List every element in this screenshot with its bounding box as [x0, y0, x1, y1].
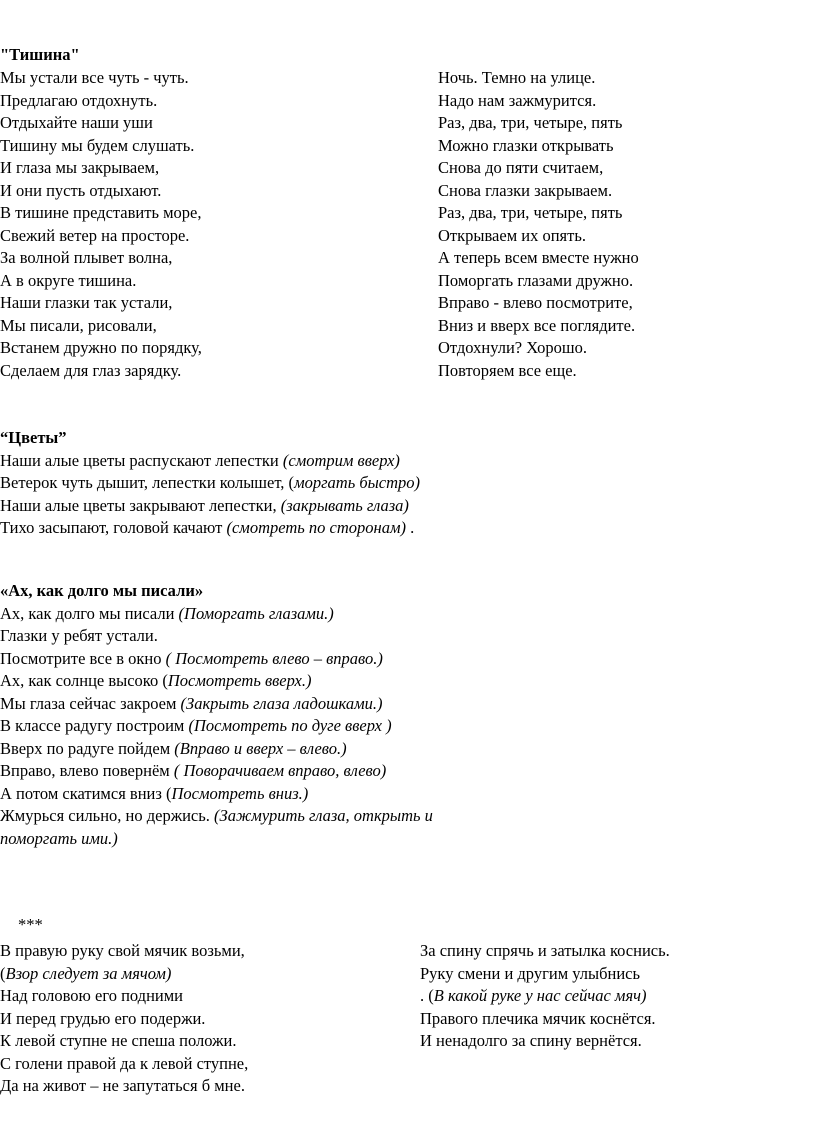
exercise-note: (закрывать глаза) — [280, 495, 409, 515]
poem-line: А теперь всем вместе нужно — [438, 248, 639, 267]
poem-flowers — [0, 427, 420, 540]
poem-line: Отдохнули? Хорошо. — [438, 338, 587, 357]
poem-line: Глазки у ребят устали. — [0, 626, 158, 645]
poem-line: В правую руку свой мячик возьми, — [0, 941, 245, 960]
poem-line: Ветерок чуть дышит, лепестки колышет, (моргать быстро) — [0, 473, 421, 492]
exercise-note: Посмотреть вверх.) — [167, 671, 312, 690]
poem-line: Наши глазки так устали, — [0, 293, 173, 312]
poem-line: Тишину мы будем слушать. — [0, 135, 195, 155]
poem-ball-left-column — [0, 940, 248, 1098]
poem-line: Жмурься сильно, но держись. (Зажмурить глаза, открыть и — [0, 806, 433, 825]
poem-line: Руку смени и другим улыбнись — [420, 963, 641, 983]
poem-line: Наши алые цветы распускают лепестки (смотрим вверх) — [0, 450, 400, 470]
poem-line: Мы устали все чуть - чуть. — [0, 68, 189, 87]
poem-line: За волной плывет волна, — [0, 248, 173, 267]
exercise-note: Посмотреть вниз.) — [171, 783, 309, 803]
poem-line: Можно глазки открывать — [438, 135, 614, 155]
exercise-note: (Зажмурить глаза, открыть и — [214, 806, 433, 825]
poem-silence-right-column — [438, 67, 639, 382]
poem-line: Раз, два, три, четыре, пять — [438, 203, 623, 222]
poem-line: Мы глаза сейчас закроем (Закрыть глаза ладошками.) — [0, 693, 383, 713]
poem-line: Да на живот – не запутаться б мне. — [0, 1076, 245, 1095]
exercise-note: ( Посмотреть влево – вправо.) — [165, 648, 383, 668]
poem-line: Встанем дружно по порядку, — [0, 338, 202, 357]
poem-line: Предлагаю отдохнуть. — [0, 90, 158, 110]
poem-ball-right-column — [420, 940, 670, 1053]
exercise-note: (Поморгать глазами.) — [178, 603, 334, 623]
poem-line: Поморгать глазами дружно. — [438, 270, 634, 290]
poem-line: Наши алые цветы закрывают лепестки, (закрывать глаза) — [0, 495, 409, 515]
poem-line: Снова глазки закрываем. — [438, 180, 613, 200]
poem-line: Мы писали, рисовали, — [0, 315, 157, 335]
exercise-note: (Закрыть глаза ладошками.) — [180, 693, 383, 713]
poem-line: В классе радугу построим (Посмотреть по дуге вверх ) — [0, 716, 392, 735]
exercise-note: Взор следует за мячом) — [5, 963, 172, 983]
exercise-note: В какой руке у нас сейчас мяч) — [433, 986, 647, 1005]
exercise-note: ( Поворачиваем вправо, влево) — [173, 761, 387, 780]
poem-line: И они пусть отдыхают. — [0, 180, 162, 200]
poem-writing-title: «Ах, как долго мы писали» — [0, 581, 204, 600]
poem-line: Посмотрите все в окно ( Посмотреть влево – вправо.) — [0, 648, 383, 668]
poem-line: С голени правой да к левой ступне, — [0, 1053, 249, 1073]
poem-silence-title-block — [0, 44, 80, 67]
exercise-note: моргать быстро) — [294, 473, 421, 492]
poem-line: И ненадолго за спину вернётся. — [420, 1031, 642, 1050]
poem-line: И перед грудью его подержи. — [0, 1008, 206, 1028]
exercise-note: (смотрим вверх) — [282, 450, 400, 470]
poem-line: Повторяем все еще. — [438, 360, 577, 380]
poem-line: Отдыхайте наши уши — [0, 113, 153, 132]
poem-line: Над головою его подними — [0, 986, 183, 1005]
poem-line: Сделаем для глаз зарядку. — [0, 360, 182, 380]
poem-line: В тишине представить море, — [0, 203, 202, 222]
exercise-note: (Посмотреть по дуге вверх ) — [188, 716, 392, 735]
poem-line: Вверх по радуге пойдем (Вправо и вверх – влево.) — [0, 738, 347, 758]
poem-line: Ночь. Темно на улице. — [438, 68, 596, 87]
poem-line: И глаза мы закрываем, — [0, 158, 160, 177]
poem-line: Снова до пяти считаем, — [438, 158, 604, 177]
poem-line: Вниз и вверх все поглядите. — [438, 315, 636, 335]
poem-line: За спину спрячь и затылка коснись. — [420, 941, 670, 960]
poem-line — [0, 828, 433, 851]
poem-line: Свежий ветер на просторе. — [0, 225, 190, 245]
poem-line: А потом скатимся вниз (Посмотреть вниз.) — [0, 783, 309, 803]
poem-line: Раз, два, три, четыре, пять — [438, 113, 623, 132]
exercise-note: поморгать ими.) — [0, 828, 118, 848]
poem-line: Тихо засыпают, головой качают (смотреть по сторонам) . — [0, 518, 415, 537]
poem-line: Открываем их опять. — [438, 225, 587, 245]
exercise-note: (Вправо и вверх – влево.) — [174, 738, 347, 758]
poem-line: К левой ступне не спеша положи. — [0, 1031, 237, 1050]
poem-flowers-title: “Цветы” — [0, 428, 67, 447]
poem-line: Ах, как долго мы писали (Поморгать глазами.) — [0, 603, 334, 623]
poem-writing — [0, 580, 433, 850]
poem-line: Вправо - влево посмотрите, — [438, 293, 633, 312]
poem-line: Вправо, влево повернём ( Поворачиваем вправо, влево) — [0, 761, 387, 780]
poem-silence-title: "Тишина" — [0, 45, 80, 64]
poem-line: (Взор следует за мячом) — [0, 963, 172, 983]
poem-line: Правого плечика мячик коснётся. — [420, 1008, 656, 1028]
poem-line: Ах, как солнце высоко (Посмотреть вверх.) — [0, 671, 312, 690]
poem-silence-left-column — [0, 67, 202, 382]
stars-separator: *** — [18, 915, 43, 934]
poem-line: Надо нам зажмурится. — [438, 90, 597, 110]
poem-line: . (В какой руке у нас сейчас мяч) — [420, 986, 647, 1005]
poem-ball-separator — [18, 914, 43, 937]
exercise-note: (смотреть по сторонам) — [226, 518, 406, 537]
poem-line: А в округе тишина. — [0, 270, 137, 290]
